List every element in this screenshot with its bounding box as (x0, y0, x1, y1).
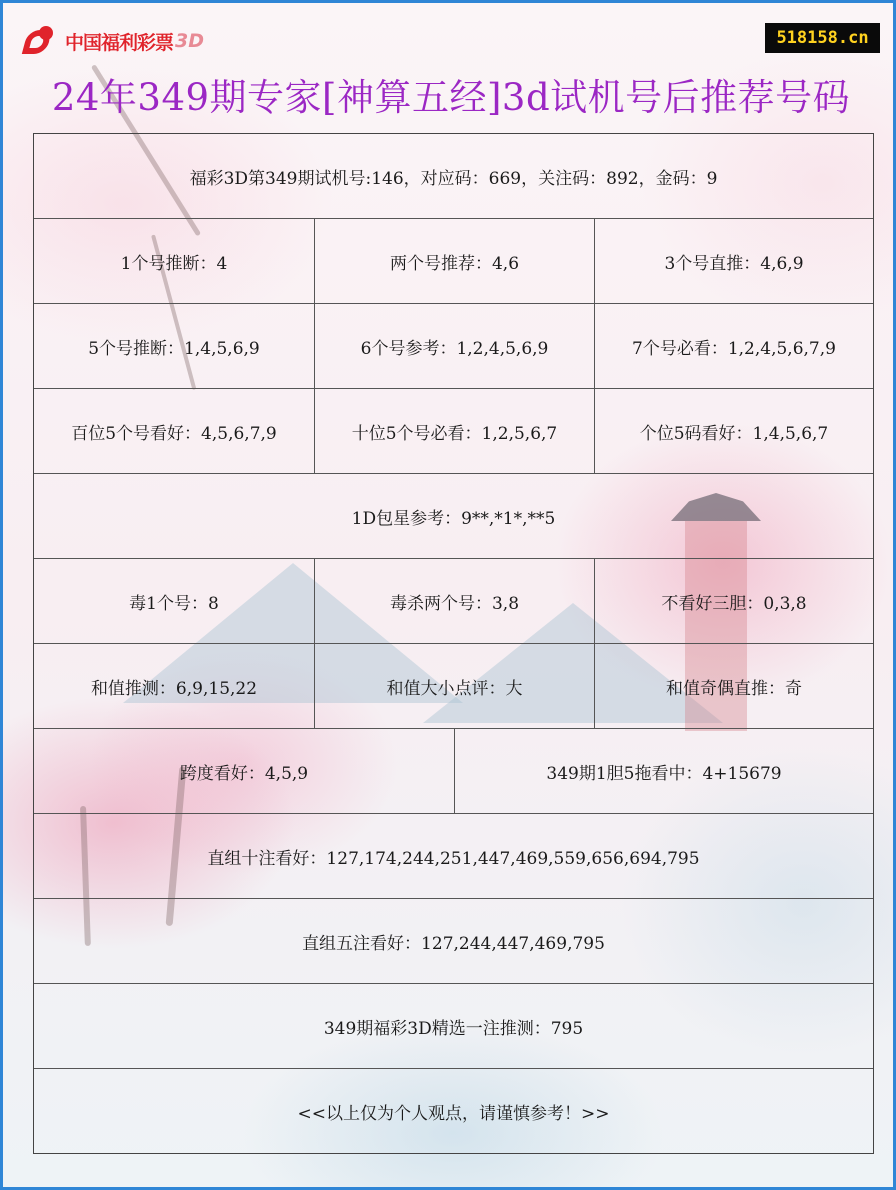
table-cell: 和值奇偶直推：奇 (594, 644, 873, 728)
table-cell: 7个号必看：1,2,4,5,6,7,9 (594, 304, 873, 388)
table-cell: 福彩3D第349期试机号:146，对应码：669，关注码：892，金码：9 (189, 168, 718, 189)
table-row (34, 984, 873, 1069)
table-cell: 和值推测：6,9,15,22 (90, 678, 258, 699)
table-row (34, 559, 873, 644)
table-cell: 百位5个号看好：4,5,6,7,9 (71, 423, 277, 444)
table-cell: 3个号直推：4,6,9 (594, 219, 873, 303)
table-cell: 349期1胆5拖看中：4+15679 (454, 729, 873, 813)
table-cell: 5个号推断：1,4,5,6,9 (88, 338, 260, 359)
table-cell: 6个号参考：1,2,4,5,6,9 (314, 304, 594, 388)
table-cell: 两个号推荐：4,6 (314, 219, 594, 303)
disclaimer-cell: <<以上仅为个人观点，请谨慎参考！>> (297, 1104, 610, 1124)
table-row (34, 814, 873, 899)
table-cell: 跨度看好：4,5,9 (179, 763, 309, 784)
table-cell: 直组十注看好：127,174,244,251,447,469,559,656,694,795 (207, 848, 700, 869)
lottery-logo-icon (23, 24, 63, 58)
table-cell: 1个号推断：4 (120, 253, 228, 274)
table-cell: 和值大小点评：大 (314, 644, 594, 728)
logo-text: 中国福利彩票 (65, 31, 174, 54)
prediction-table (33, 133, 874, 1154)
table-row (34, 304, 873, 389)
table-row (34, 134, 873, 219)
table-cell: 直组五注看好：127,244,447,469,795 (302, 933, 605, 954)
table-cell: 十位5个号必看：1,2,5,6,7 (314, 389, 594, 473)
table-row (34, 1069, 873, 1154)
logo-3d-text: 3D (175, 30, 205, 52)
table-cell: 1D包星参考：9**,*1*,**5 (351, 508, 556, 529)
table-cell: 毒杀两个号：3,8 (314, 559, 594, 643)
table-row (34, 729, 873, 814)
table-row (34, 899, 873, 984)
table-cell: 个位5码看好：1,4,5,6,7 (594, 389, 873, 473)
table-row (34, 644, 873, 729)
table-row (34, 389, 873, 474)
lottery-logo (23, 23, 204, 59)
table-cell: 毒1个号：8 (129, 593, 219, 614)
page-title: 24年349期专家[神算五经]3d试机号后推荐号码 (51, 76, 851, 119)
table-cell: 不看好三胆：0,3,8 (594, 559, 873, 643)
site-badge: 518158.cn (765, 23, 880, 53)
table-cell: 349期福彩3D精选一注推测：795 (323, 1018, 584, 1039)
table-row (34, 219, 873, 304)
table-row (34, 474, 873, 559)
